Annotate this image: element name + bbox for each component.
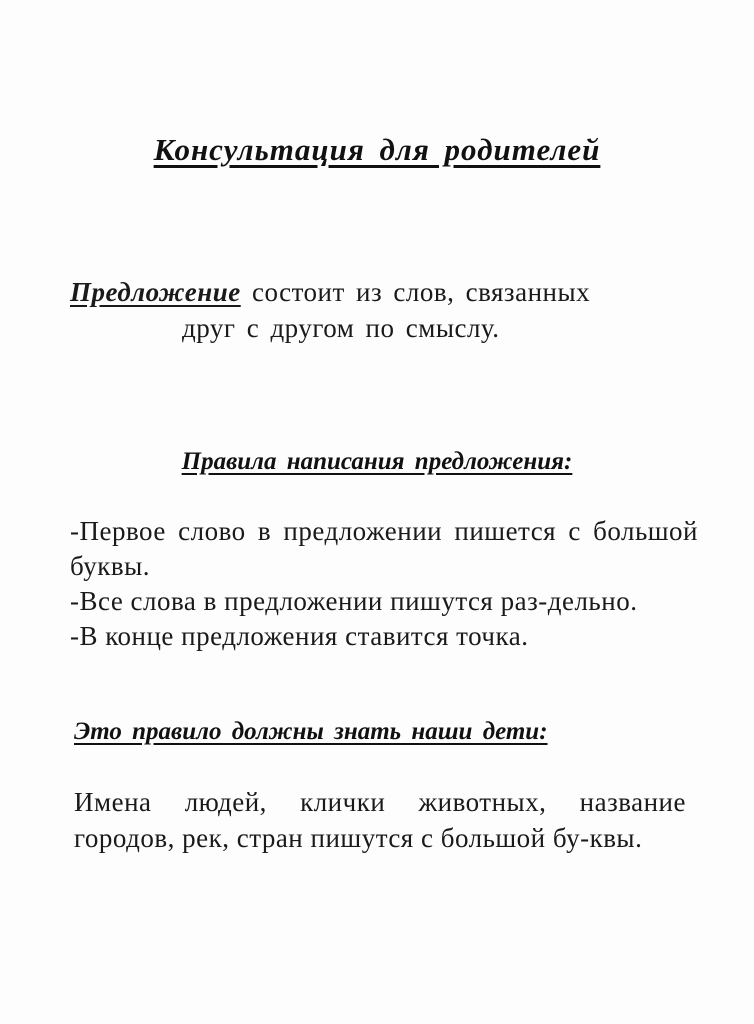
definition-paragraph [70,274,670,346]
rule-item: -Первое слово в предложении пишется с большой буквы. [70,516,698,581]
rules-heading: Правила написания предложения: [181,448,573,475]
page-title: Консультация для родителей [153,132,601,167]
rule-item: -Все слова в предложении пишутся раз-дельно. [70,586,638,616]
names-paragraph: Имена людей, клички животных, название городов, рек, стран пишутся с большой бу-квы. [74,787,686,853]
names-heading: Это правило должны знать наши дети: [74,718,548,745]
definition-text-line1: состоит из слов, связанных [251,277,591,307]
rule-item: -В конце предложения ставится точка. [70,621,529,651]
definition-term: Предложение [70,277,241,307]
rules-list [70,514,698,654]
definition-text-line2: друг с другом по смыслу. [182,313,500,343]
